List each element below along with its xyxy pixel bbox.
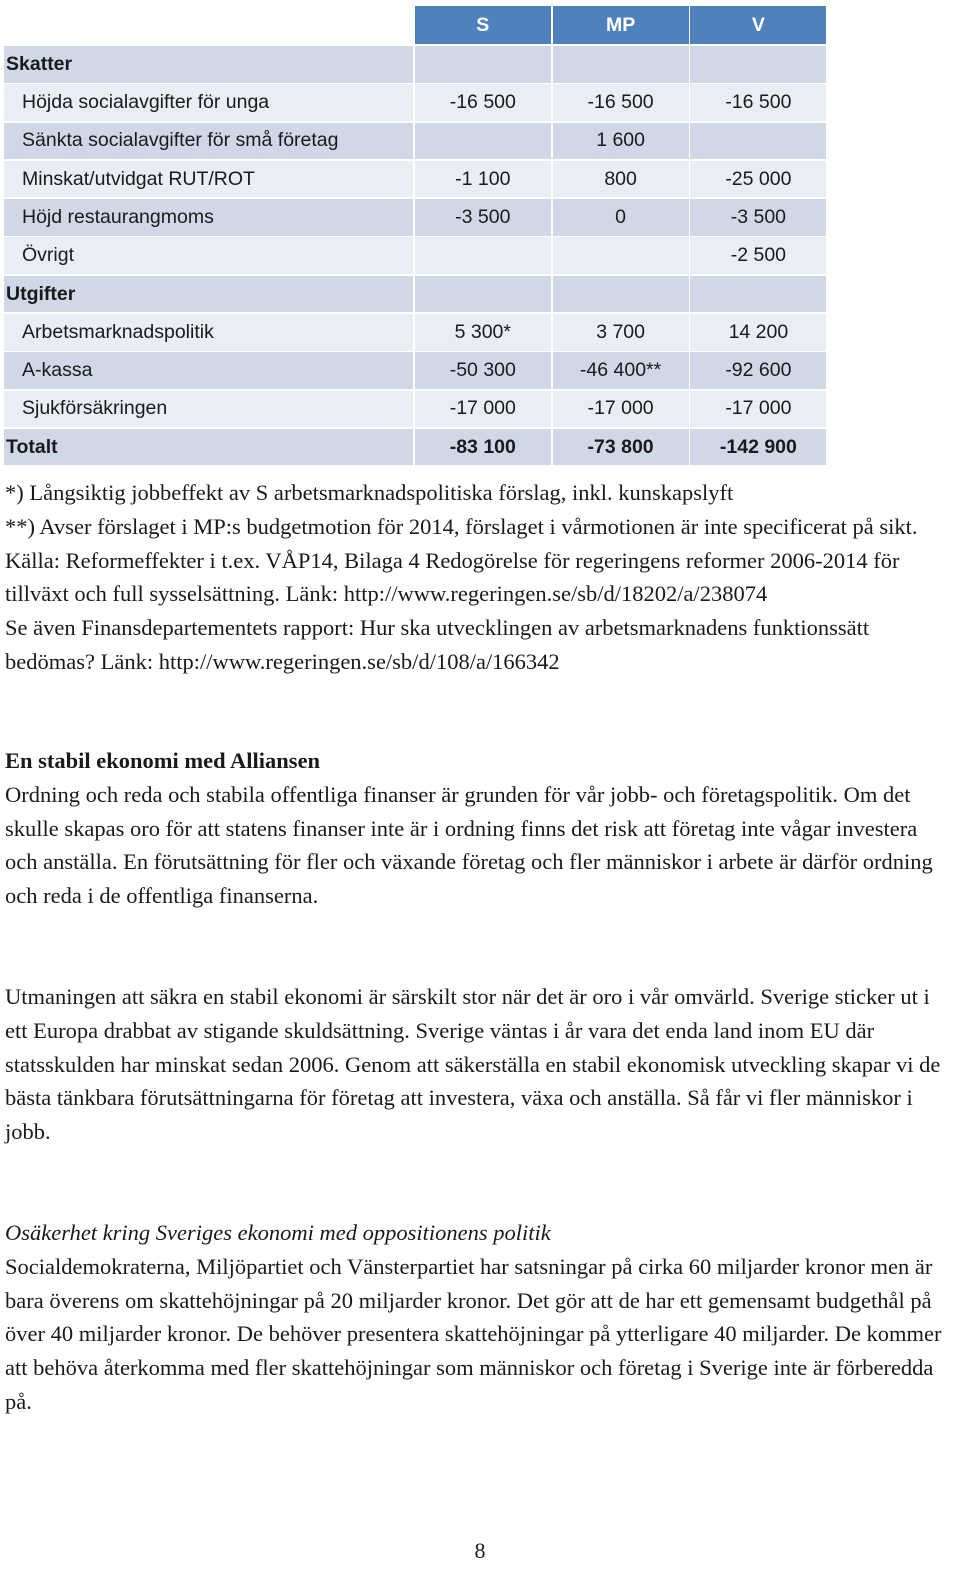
value-s bbox=[415, 276, 551, 313]
section-paragraph: Ordning och reda och stabila offentliga finanser är grunden för vår jobb- och företagspolitik. Om det skulle skapas oro för att statens finanser inte är i ordning finns det risk att företag inte vågar investera och anställa. En förutsättning för fler och växande företag och fler människor i arbete är därför ordning och reda i de offentliga finanserna. bbox=[5, 781, 933, 909]
table-row bbox=[4, 161, 830, 198]
value-mp: 3 700 bbox=[553, 314, 689, 351]
value-v bbox=[690, 276, 826, 313]
row-label: A-kassa bbox=[4, 352, 413, 389]
section-heading: Osäkerhet kring Sveriges ekonomi med oppositionens politik bbox=[5, 1220, 551, 1245]
table-row bbox=[4, 199, 830, 236]
row-label: Minskat/utvidgat RUT/ROT bbox=[4, 161, 413, 198]
value-mp: 0 bbox=[553, 199, 689, 236]
footnote-2: **) Avser förslaget i MP:s budgetmotion för 2014, förslaget i vårmotionen är inte specificerat på sikt. bbox=[5, 513, 918, 539]
value-s bbox=[415, 123, 551, 160]
section-paragraph: Utmaningen att säkra en stabil ekonomi är särskilt stor när det är oro i vår omvärld. Sverige sticker ut i ett Europa drabbat av stigande skuldsättning. Sverige väntas i år vara det enda land inom EU där statsskulden har minskat sedan 2006. Genom att säkerställa en stabil ekonomisk utveckling skapar vi de bästa tänkbara förutsättningarna för företag att investera, växa och anställa. Så får vi fler människor i jobb. bbox=[5, 984, 941, 1145]
budget-comparison-table bbox=[4, 6, 830, 467]
section-paragraph: Socialdemokraterna, Miljöpartiet och Vänsterpartiet har satsningar på cirka 60 miljarder kronor men är bara överens om skattehöjningar på 20 miljarder kronor. Det gör att de har ett gemensamt budgethål på över 40 miljarder kronor. De behöver presentera skattehöjningar på ytterligare 40 miljarder. De kommer att behöva återkomma med fler skattehöjningar som människor och företag i Sverige inte är förberedda på. bbox=[5, 1253, 942, 1414]
row-label: Skatter bbox=[4, 46, 413, 83]
value-mp bbox=[553, 237, 689, 274]
header-cell-mp: MP bbox=[553, 6, 689, 44]
value-v bbox=[690, 123, 826, 160]
row-label: Totalt bbox=[4, 429, 413, 466]
table-row bbox=[4, 123, 830, 160]
value-s: -83 100 bbox=[415, 429, 551, 466]
row-label: Övrigt bbox=[4, 237, 413, 274]
table-row bbox=[4, 391, 830, 428]
table-header-row bbox=[4, 6, 830, 44]
value-mp: -73 800 bbox=[553, 429, 689, 466]
header-cell-v: V bbox=[690, 6, 826, 44]
see-also-note: Se även Finansdepartementets rapport: Hur ska utvecklingen av arbetsmarknadens funktionssätt bedömas? Länk: http://www.regeringen.se/sb/d/108/a/166342 bbox=[5, 615, 870, 674]
value-mp bbox=[553, 46, 689, 83]
table-total-row bbox=[4, 429, 830, 466]
value-v: 14 200 bbox=[690, 314, 826, 351]
value-v: -142 900 bbox=[690, 429, 826, 466]
value-s: -1 100 bbox=[415, 161, 551, 198]
value-s: -17 000 bbox=[415, 391, 551, 428]
table-footnotes bbox=[5, 476, 955, 679]
value-v: -92 600 bbox=[690, 352, 826, 389]
table-row bbox=[4, 84, 830, 121]
row-label: Höjd restaurangmoms bbox=[4, 199, 413, 236]
value-v: -16 500 bbox=[690, 84, 826, 121]
section-stable-economy bbox=[5, 744, 955, 913]
table-row bbox=[4, 352, 830, 389]
value-mp: 800 bbox=[553, 161, 689, 198]
value-s: -50 300 bbox=[415, 352, 551, 389]
footnote-1: *) Långsiktig jobbeffekt av S arbetsmarknadspolitiska förslag, inkl. kunskapslyft bbox=[5, 480, 734, 505]
row-label: Utgifter bbox=[4, 276, 413, 313]
table-row bbox=[4, 237, 830, 274]
value-s: -16 500 bbox=[415, 84, 551, 121]
row-label: Höjda socialavgifter för unga bbox=[4, 84, 413, 121]
value-mp: -46 400** bbox=[553, 352, 689, 389]
value-mp: -16 500 bbox=[553, 84, 689, 121]
value-mp bbox=[553, 276, 689, 313]
row-label: Arbetsmarknadspolitik bbox=[4, 314, 413, 351]
section-challenge bbox=[5, 980, 955, 1149]
table-body bbox=[4, 46, 830, 465]
value-mp: 1 600 bbox=[553, 123, 689, 160]
row-label: Sänkta socialavgifter för små företag bbox=[4, 123, 413, 160]
value-s: -3 500 bbox=[415, 199, 551, 236]
value-s bbox=[415, 46, 551, 83]
section-opposition bbox=[5, 1216, 955, 1419]
header-cell-s: S bbox=[415, 6, 551, 44]
page-number: 8 bbox=[474, 1538, 486, 1563]
row-label: Sjukförsäkringen bbox=[4, 391, 413, 428]
value-s: 5 300* bbox=[415, 314, 551, 351]
value-s bbox=[415, 237, 551, 274]
value-v bbox=[690, 46, 826, 83]
header-cell-label bbox=[4, 6, 413, 44]
section-heading: En stabil ekonomi med Alliansen bbox=[5, 748, 321, 773]
table-row bbox=[4, 314, 830, 351]
table-section-row bbox=[4, 276, 830, 313]
value-v: -17 000 bbox=[690, 391, 826, 428]
value-mp: -17 000 bbox=[553, 391, 689, 428]
source-note: Källa: Reformeffekter i t.ex. VÅP14, Bilaga 4 Redogörelse för regeringens reformer 2006-2014 för tillväxt och full sysselsättning. Länk: http://www.regeringen.se/sb/d/18202/a/238074 bbox=[5, 547, 900, 607]
value-v: -25 000 bbox=[690, 161, 826, 198]
value-v: -2 500 bbox=[690, 237, 826, 274]
value-v: -3 500 bbox=[690, 199, 826, 236]
table-section-row bbox=[4, 46, 830, 83]
